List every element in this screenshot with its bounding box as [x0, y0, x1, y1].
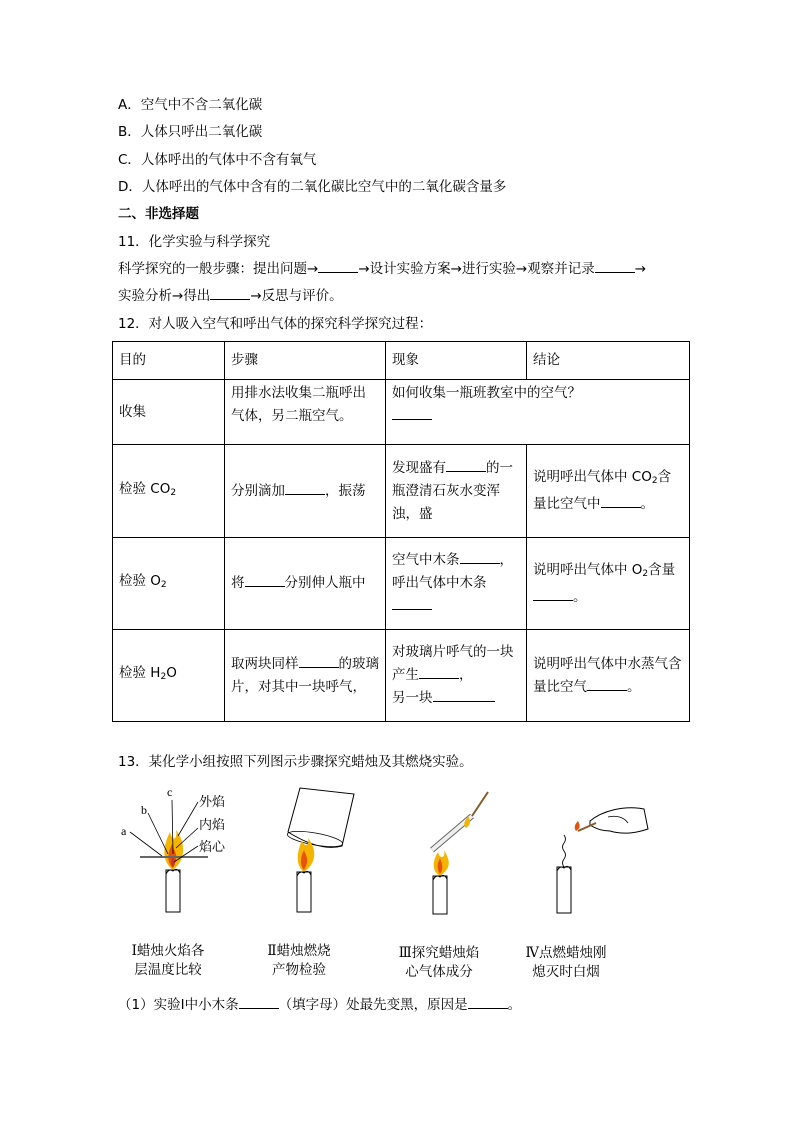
answer-blank[interactable]	[460, 563, 500, 564]
header-step: 步骤	[225, 342, 386, 380]
cell-step: 用排水法收集二瓶呼出气体，另二瓶空气。	[225, 380, 386, 445]
label-outer-flame: 外焰	[199, 795, 226, 810]
answer-blank[interactable]	[285, 494, 325, 495]
option-b: B．人体只呼出二氧化碳	[118, 124, 263, 140]
caption-figure-4: Ⅳ点燃蜡烛刚 熄灭时白烟	[525, 945, 607, 980]
answer-blank[interactable]	[446, 471, 486, 472]
cell-purpose: 检验 $CO_2$	[113, 445, 225, 538]
figure-core-gas	[420, 788, 500, 916]
q11-line1: 科学探究的一般步骤：提出问题→ →设计实验方案→进行实验→观察并记录 →	[118, 261, 647, 277]
flame-icon	[164, 830, 183, 870]
section-title: 二、非选择题	[118, 206, 199, 222]
candle-icon	[297, 871, 311, 912]
answer-blank[interactable]	[210, 299, 250, 300]
cell-conclusion: 说明呼出气体中 $O_2$含量 。	[527, 538, 690, 630]
label-a: a	[121, 824, 127, 838]
caption-figure-2: Ⅱ蜡烛燃烧 产物检验	[267, 943, 331, 978]
q12-title: 12．对人吸入空气和呼出气体的探究科学探究过程：	[118, 316, 433, 332]
table-row	[113, 630, 690, 722]
figure-white-smoke	[540, 795, 650, 915]
q13-sub1: （1）实验Ⅰ中小木条 （填字母）处最先变黑，原因是 。	[118, 997, 522, 1013]
answer-blank[interactable]	[318, 272, 358, 273]
cell-purpose: 检验 $H_2O$	[113, 630, 225, 722]
answer-blank[interactable]	[468, 1008, 508, 1009]
answer-blank[interactable]	[601, 507, 641, 508]
figure-product-test	[280, 780, 360, 914]
q13-title: 13．某化学小组按照下列图示步骤探究蜡烛及其燃烧实验。	[118, 754, 473, 770]
caption-figure-3: Ⅲ探究蜡烛焰 心气体成分	[398, 945, 480, 980]
table-row	[113, 380, 690, 445]
cell-phenomenon: 发现盛有 的一瓶澄清石灰水变浑浊，盛	[386, 445, 527, 538]
cell-phenomenon: 空气中木条 ， 呼出气体中木条	[386, 538, 527, 630]
header-purpose: 目的	[113, 342, 225, 380]
q11-line2: 实验分析→得出 →反思与评价。	[118, 288, 343, 304]
cell-step: 将 分别伸人瓶中	[225, 538, 386, 630]
table-row	[113, 538, 690, 630]
answer-blank[interactable]	[533, 600, 573, 601]
q11-title: 11．化学实验与科学探究	[118, 234, 271, 250]
header-phenomenon: 现象	[386, 342, 527, 380]
cell-phenomenon: 如何收集一瓶班教室中的空气？	[386, 380, 690, 445]
smoke-icon	[563, 835, 566, 867]
figure-flame-layers	[110, 782, 240, 914]
option-a: A．空气中不含二氧化碳	[118, 97, 263, 113]
label-b: b	[141, 803, 147, 817]
table-header-row	[113, 342, 690, 380]
answer-blank[interactable]	[245, 586, 285, 587]
header-conclusion: 结论	[527, 342, 690, 380]
option-d: D．人体呼出的气体中含有的二氧化碳比空气中的二氧化碳含量多	[118, 179, 507, 195]
cell-purpose: 收集	[113, 380, 225, 445]
answer-blank[interactable]	[433, 701, 495, 702]
answer-blank[interactable]	[595, 272, 635, 273]
cell-conclusion: 说明呼出气体中 $CO_2$含量比空气中 。	[527, 445, 690, 538]
candle-icon	[166, 869, 180, 912]
candle-icon	[557, 866, 571, 913]
candle-icon	[433, 875, 447, 914]
cell-step: 分别滴加 ，振荡	[225, 445, 386, 538]
answer-blank[interactable]	[299, 667, 339, 668]
cell-purpose: 检验 $O_2$	[113, 538, 225, 630]
answer-blank[interactable]	[587, 690, 627, 691]
hand-icon	[590, 808, 648, 833]
cell-conclusion: 说明呼出气体中水蒸气含量比空气 。	[527, 630, 690, 722]
label-inner-flame: 内焰	[199, 818, 226, 833]
beaker-icon	[286, 788, 354, 850]
option-c: C．人体呼出的气体中不含有氧气	[118, 152, 317, 168]
cell-phenomenon: 对玻璃片呼气的一块产生 ， 另一块	[386, 630, 527, 722]
label-c: c	[167, 785, 173, 799]
answer-blank[interactable]	[392, 609, 432, 610]
glass-tube-icon	[432, 792, 488, 850]
label-flame-core: 焰心	[199, 840, 226, 855]
answer-blank[interactable]	[392, 419, 432, 420]
experiment-table	[112, 341, 690, 722]
caption-figure-1: Ⅰ蜡烛火焰各 层温度比较	[131, 943, 205, 978]
table-row	[113, 445, 690, 538]
answer-blank[interactable]	[239, 1008, 279, 1009]
answer-blank[interactable]	[419, 678, 459, 679]
cell-step: 取两块同样 的玻璃片，对其中一块呼气，	[225, 630, 386, 722]
